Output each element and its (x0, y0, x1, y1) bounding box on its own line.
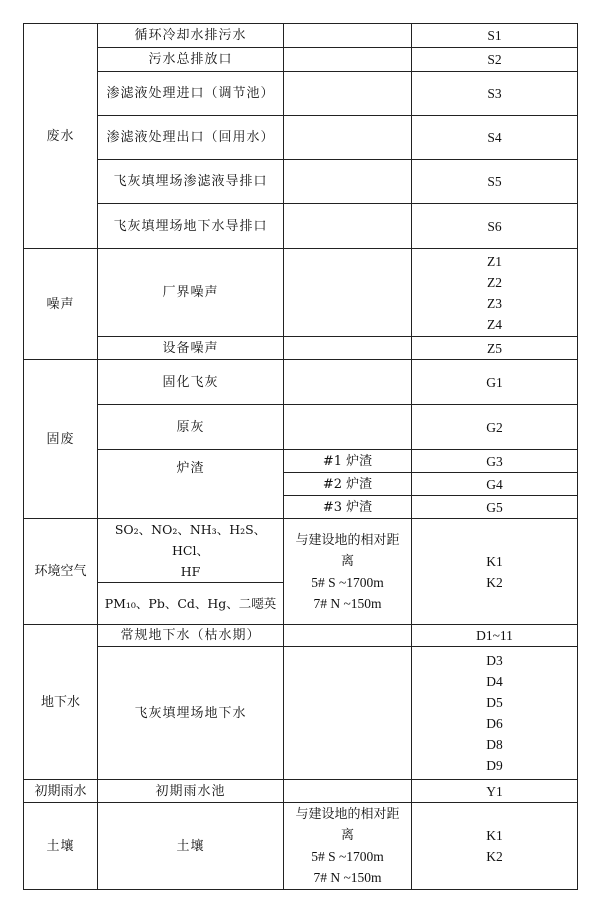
category-wastewater: 废水 (24, 24, 98, 249)
point-code: Z3 (487, 295, 502, 311)
point-code: K1 (486, 828, 503, 843)
air-item-2: PM₁₀、Pb、Cd、Hg、二噁英 (98, 583, 284, 625)
point-code: S3 (412, 72, 578, 116)
distance-line: 离 (340, 553, 354, 569)
point-name: 固化飞灰 (98, 360, 284, 405)
point-code: D3 (486, 653, 503, 668)
air-item-1-line: SO₂、NO₂、NH₃、H₂S、HCl、 (114, 522, 267, 558)
point-code: K2 (486, 574, 503, 590)
point-code: Z4 (487, 316, 502, 332)
distance-line: 与建设地的相对距 (295, 532, 400, 548)
point-code: G1 (412, 360, 578, 405)
distance-line: 7# N ~150m (313, 870, 382, 885)
category-initial-rainwater: 初期雨水 (24, 780, 98, 803)
blank-cell (284, 647, 412, 780)
category-soil: 土壤 (24, 803, 98, 890)
point-code-list (412, 647, 578, 780)
point-name: 原灰 (98, 405, 284, 450)
point-name: 初期雨水池 (98, 780, 284, 803)
point-code: G3 (412, 450, 578, 473)
point-name: 土壤 (98, 803, 284, 890)
distance-line: 5# S ~1700m (311, 574, 384, 590)
point-code: Y1 (412, 780, 578, 803)
blank-cell (284, 405, 412, 450)
point-name: 设备噪声 (98, 337, 284, 360)
blank-cell (284, 48, 412, 72)
point-name: 飞灰填埋场渗滤液导排口 (98, 160, 284, 204)
point-code: S1 (412, 24, 578, 48)
point-code: K1 (486, 553, 503, 569)
point-name: 污水总排放口 (98, 48, 284, 72)
relative-distance (284, 519, 412, 625)
blank-cell (284, 337, 412, 360)
blank-cell (284, 116, 412, 160)
point-code: Z2 (487, 274, 502, 290)
distance-line: 5# S ~1700m (311, 849, 384, 864)
point-code: D9 (486, 758, 503, 773)
relative-distance (284, 803, 412, 890)
point-name: 常规地下水（枯水期） (98, 625, 284, 647)
point-code: K2 (486, 849, 503, 864)
sub-point: #3 炉渣 (284, 496, 412, 519)
blank-cell (284, 249, 412, 337)
point-code: D4 (486, 674, 503, 689)
distance-line: 7# N ~150m (313, 595, 382, 611)
point-code: S5 (412, 160, 578, 204)
point-code: Z5 (412, 337, 578, 360)
point-code: G5 (412, 496, 578, 519)
point-code: D6 (486, 716, 503, 731)
point-name: 厂界噪声 (98, 249, 284, 337)
sub-point: #2 炉渣 (284, 473, 412, 496)
point-name: 飞灰填埋场地下水导排口 (98, 204, 284, 249)
category-noise: 噪声 (24, 249, 98, 360)
point-code: D8 (486, 737, 503, 752)
blank-cell (284, 780, 412, 803)
distance-line: 离 (340, 828, 354, 843)
point-code: D5 (486, 695, 503, 710)
point-code: G2 (412, 405, 578, 450)
point-name: 飞灰填埋场地下水 (98, 647, 284, 780)
point-name: 渗滤液处理进口（调节池） (98, 72, 284, 116)
blank-cell (284, 360, 412, 405)
point-name: 循环冷却水排污水 (98, 24, 284, 48)
category-solid-waste: 固废 (24, 360, 98, 519)
blank-cell (284, 72, 412, 116)
point-code: S2 (412, 48, 578, 72)
air-item-1 (98, 519, 284, 583)
monitoring-points-table (23, 23, 578, 890)
point-code-list (412, 249, 578, 337)
point-code: S4 (412, 116, 578, 160)
point-code: D1~11 (412, 625, 578, 647)
point-name: 渗滤液处理出口（回用水） (98, 116, 284, 160)
point-code: Z1 (487, 253, 502, 269)
sub-point: #1 炉渣 (284, 450, 412, 473)
point-code-list (412, 519, 578, 625)
category-groundwater: 地下水 (24, 625, 98, 780)
point-name: 炉渣 (98, 450, 284, 519)
point-code-list (412, 803, 578, 890)
category-ambient-air: 环境空气 (24, 519, 98, 625)
air-item-1-line: HF (180, 564, 201, 579)
blank-cell (284, 24, 412, 48)
blank-cell (284, 625, 412, 647)
point-code: S6 (412, 204, 578, 249)
blank-cell (284, 204, 412, 249)
blank-cell (284, 160, 412, 204)
point-code: G4 (412, 473, 578, 496)
distance-line: 与建设地的相对距 (295, 807, 400, 822)
